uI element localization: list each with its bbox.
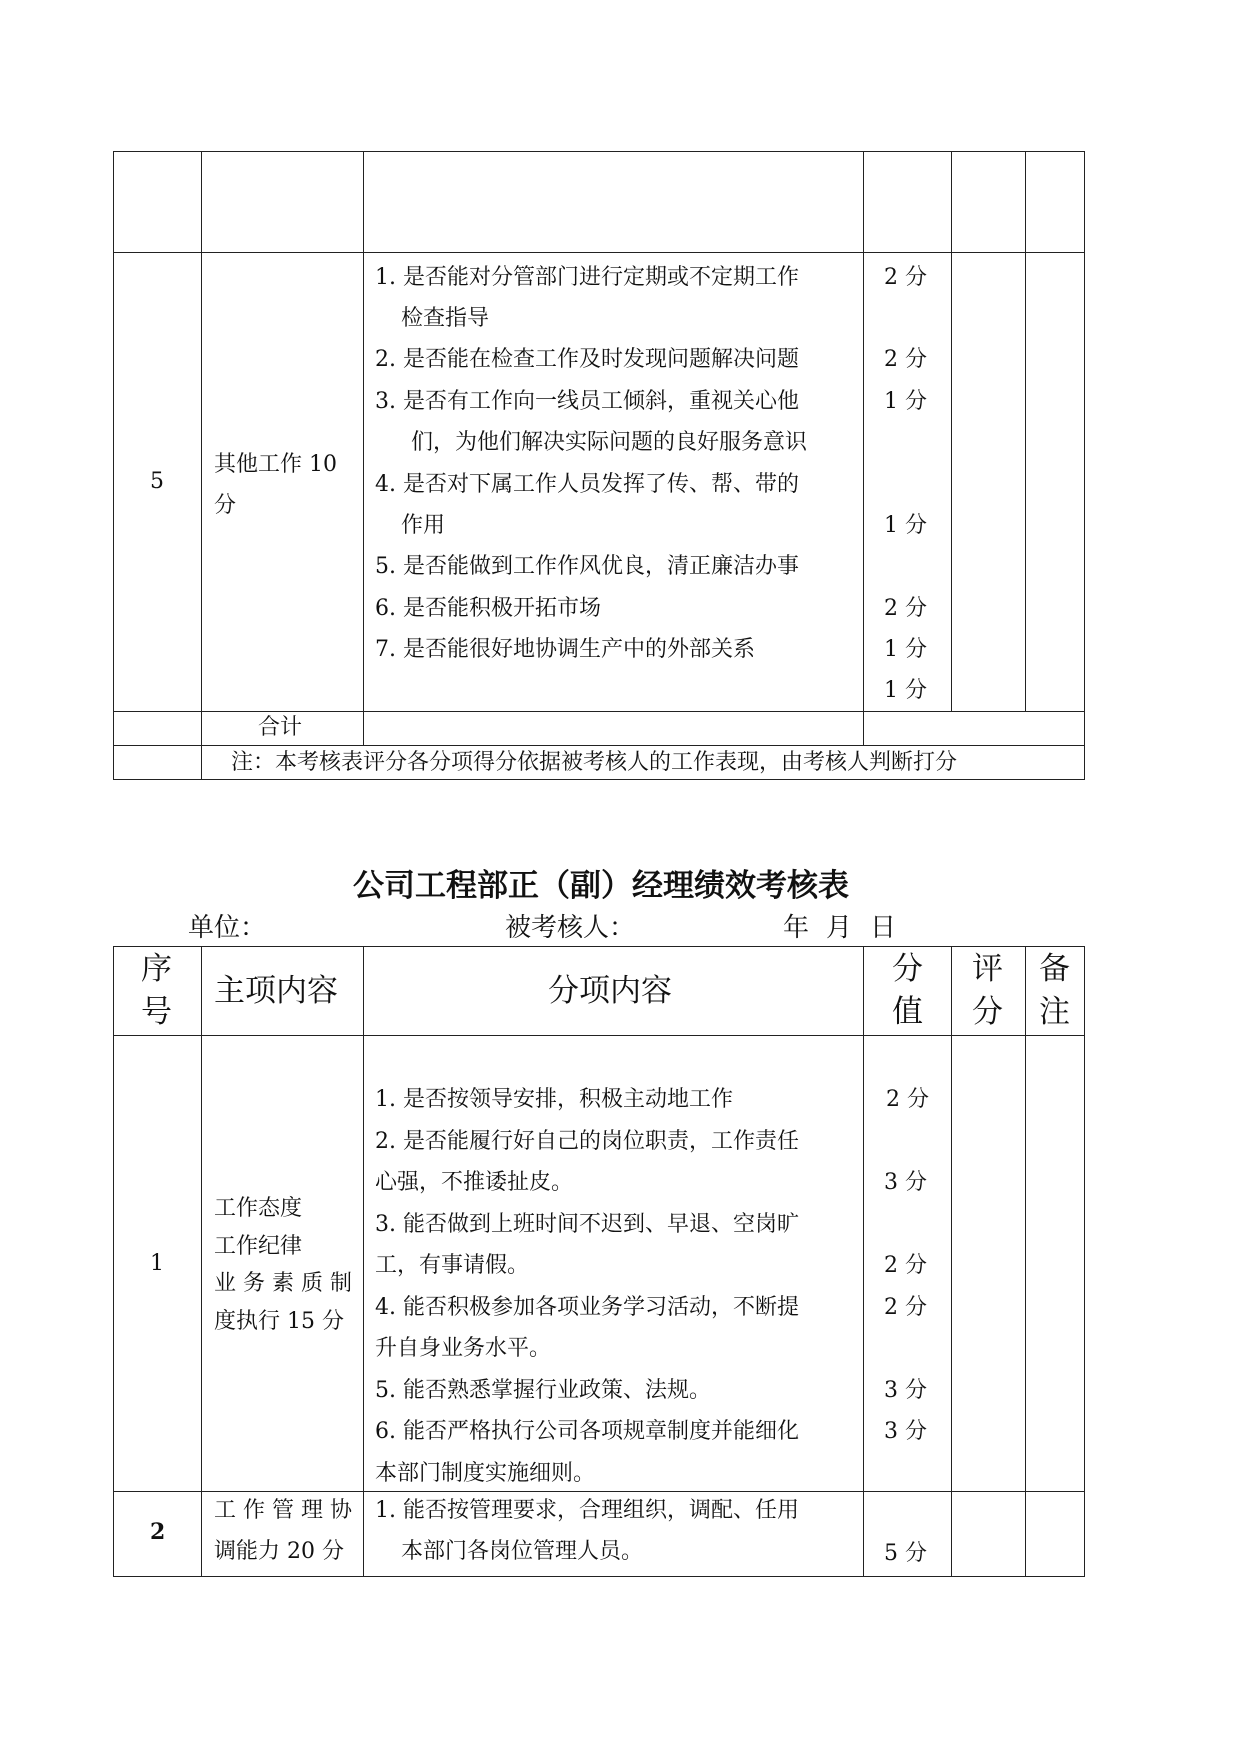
header-no: 序 xyxy=(141,951,172,987)
score-value: 3 分 xyxy=(884,1378,927,1403)
sub-item-line: 本部门制度实施细则。 xyxy=(375,1461,596,1486)
sub-item-line: 心强，不推诿扯皮。 xyxy=(375,1170,574,1195)
total-label: 合计 xyxy=(258,715,303,740)
sub-item-line: 3. 是否有工作向一线员工倾斜，重视关心他 xyxy=(375,389,799,414)
sub-item-line: 6. 能否严格执行公司各项规章制度并能细化 xyxy=(375,1419,799,1444)
col-divider xyxy=(363,946,364,1577)
sub-item-line: 检查指导 xyxy=(401,306,490,331)
col-divider xyxy=(1025,151,1026,711)
unit-label: 单位： xyxy=(188,913,267,943)
header-no: 号 xyxy=(141,994,172,1030)
sub-item-line: 3. 能否做到上班时间不迟到、早退、空岗旷 xyxy=(375,1212,799,1237)
score-value: 2 分 xyxy=(884,596,927,621)
sub-item-line: 们，为他们解决实际问题的良好服务意识 xyxy=(411,430,808,455)
main-item-line: 其他工作 10 xyxy=(214,452,337,477)
score-value: 1 分 xyxy=(884,678,927,703)
sub-item-line: 7. 是否能很好地协调生产中的外部关系 xyxy=(375,637,755,662)
row-number: 1 xyxy=(150,1251,164,1276)
sub-item-line: 1. 是否按领导安排，积极主动地工作 xyxy=(375,1087,733,1112)
score-value: 1 分 xyxy=(884,389,927,414)
row-number: 2 xyxy=(150,1519,166,1545)
score-value: 3 分 xyxy=(884,1170,927,1195)
header-sub: 分项内容 xyxy=(548,973,672,1009)
col-divider xyxy=(363,151,364,745)
table-note: 注：本考核表评分各分项得分依据被考核人的工作表现，由考核人判断打分 xyxy=(231,750,958,775)
sub-item-line: 1. 能否按管理要求，合理组织，调配、任用 xyxy=(375,1498,799,1523)
header-main: 主项内容 xyxy=(214,973,338,1009)
col-divider xyxy=(863,946,864,1577)
main-item-line: 工作纪律 xyxy=(214,1234,303,1259)
sub-item-line: 4. 是否对下属工作人员发挥了传、帮、带的 xyxy=(375,472,799,497)
col-divider xyxy=(201,151,202,780)
main-item-line: 度执行 15 分 xyxy=(214,1309,344,1334)
header-remark: 注 xyxy=(1039,994,1070,1030)
row-divider xyxy=(113,1491,1085,1492)
header-score: 分 xyxy=(892,951,923,987)
score-value: 2 分 xyxy=(884,1253,927,1278)
sub-item-line: 5. 是否能做到工作作风优良，清正廉洁办事 xyxy=(375,554,799,579)
sub-item-line: 4. 能否积极参加各项业务学习活动，不断提 xyxy=(375,1295,799,1320)
main-item-line: 工 作 管 理 协 xyxy=(214,1498,352,1523)
row-divider xyxy=(113,711,1085,712)
date-year: 年 xyxy=(783,913,810,943)
main-item-line: 调能力 20 分 xyxy=(214,1539,344,1564)
row-divider xyxy=(113,745,1085,746)
sub-item-line: 工，有事请假。 xyxy=(375,1253,530,1278)
sub-item-line: 作用 xyxy=(401,513,446,538)
score-value: 2 分 xyxy=(884,347,927,372)
page-title: 公司工程部正（副）经理绩效考核表 xyxy=(353,868,849,904)
sub-item-line: 5. 能否熟悉掌握行业政策、法规。 xyxy=(375,1378,711,1403)
header-divider xyxy=(113,1035,1085,1036)
col-divider xyxy=(1025,946,1026,1577)
sub-item-line: 6. 是否能积极开拓市场 xyxy=(375,596,601,621)
main-item-line: 工作态度 xyxy=(214,1196,303,1221)
sub-item-line: 2. 是否能在检查工作及时发现问题解决问题 xyxy=(375,347,799,372)
score-value: 2 分 xyxy=(884,1295,927,1320)
score-value: 1 分 xyxy=(884,513,927,538)
score-value: 2 分 xyxy=(884,265,927,290)
sub-item-line: 本部门各岗位管理人员。 xyxy=(401,1539,644,1564)
score-value: 1 分 xyxy=(884,637,927,662)
header-rating: 评 xyxy=(972,951,1003,987)
score-value: 3 分 xyxy=(884,1419,927,1444)
main-item-line: 业 务 素 质 制 xyxy=(214,1271,352,1296)
col-divider xyxy=(201,946,202,1577)
row-number: 5 xyxy=(150,469,164,494)
col-divider xyxy=(951,946,952,1577)
sub-item-line: 1. 是否能对分管部门进行定期或不定期工作 xyxy=(375,265,799,290)
header-remark: 备 xyxy=(1039,951,1070,987)
date-month: 月 xyxy=(826,913,853,943)
sub-item-line: 2. 是否能履行好自己的岗位职责，工作责任 xyxy=(375,1129,799,1154)
score-value: 2 分 xyxy=(886,1087,929,1112)
header-rating: 分 xyxy=(972,994,1003,1030)
date-day: 日 xyxy=(870,913,897,943)
col-divider xyxy=(951,151,952,711)
row-divider xyxy=(113,252,1085,253)
main-item-line: 分 xyxy=(214,493,237,518)
header-score: 值 xyxy=(892,994,923,1030)
score-value: 5 分 xyxy=(884,1541,927,1566)
assessee-label: 被考核人： xyxy=(505,913,636,943)
sub-item-line: 升自身业务水平。 xyxy=(375,1336,552,1361)
col-divider xyxy=(863,151,864,745)
